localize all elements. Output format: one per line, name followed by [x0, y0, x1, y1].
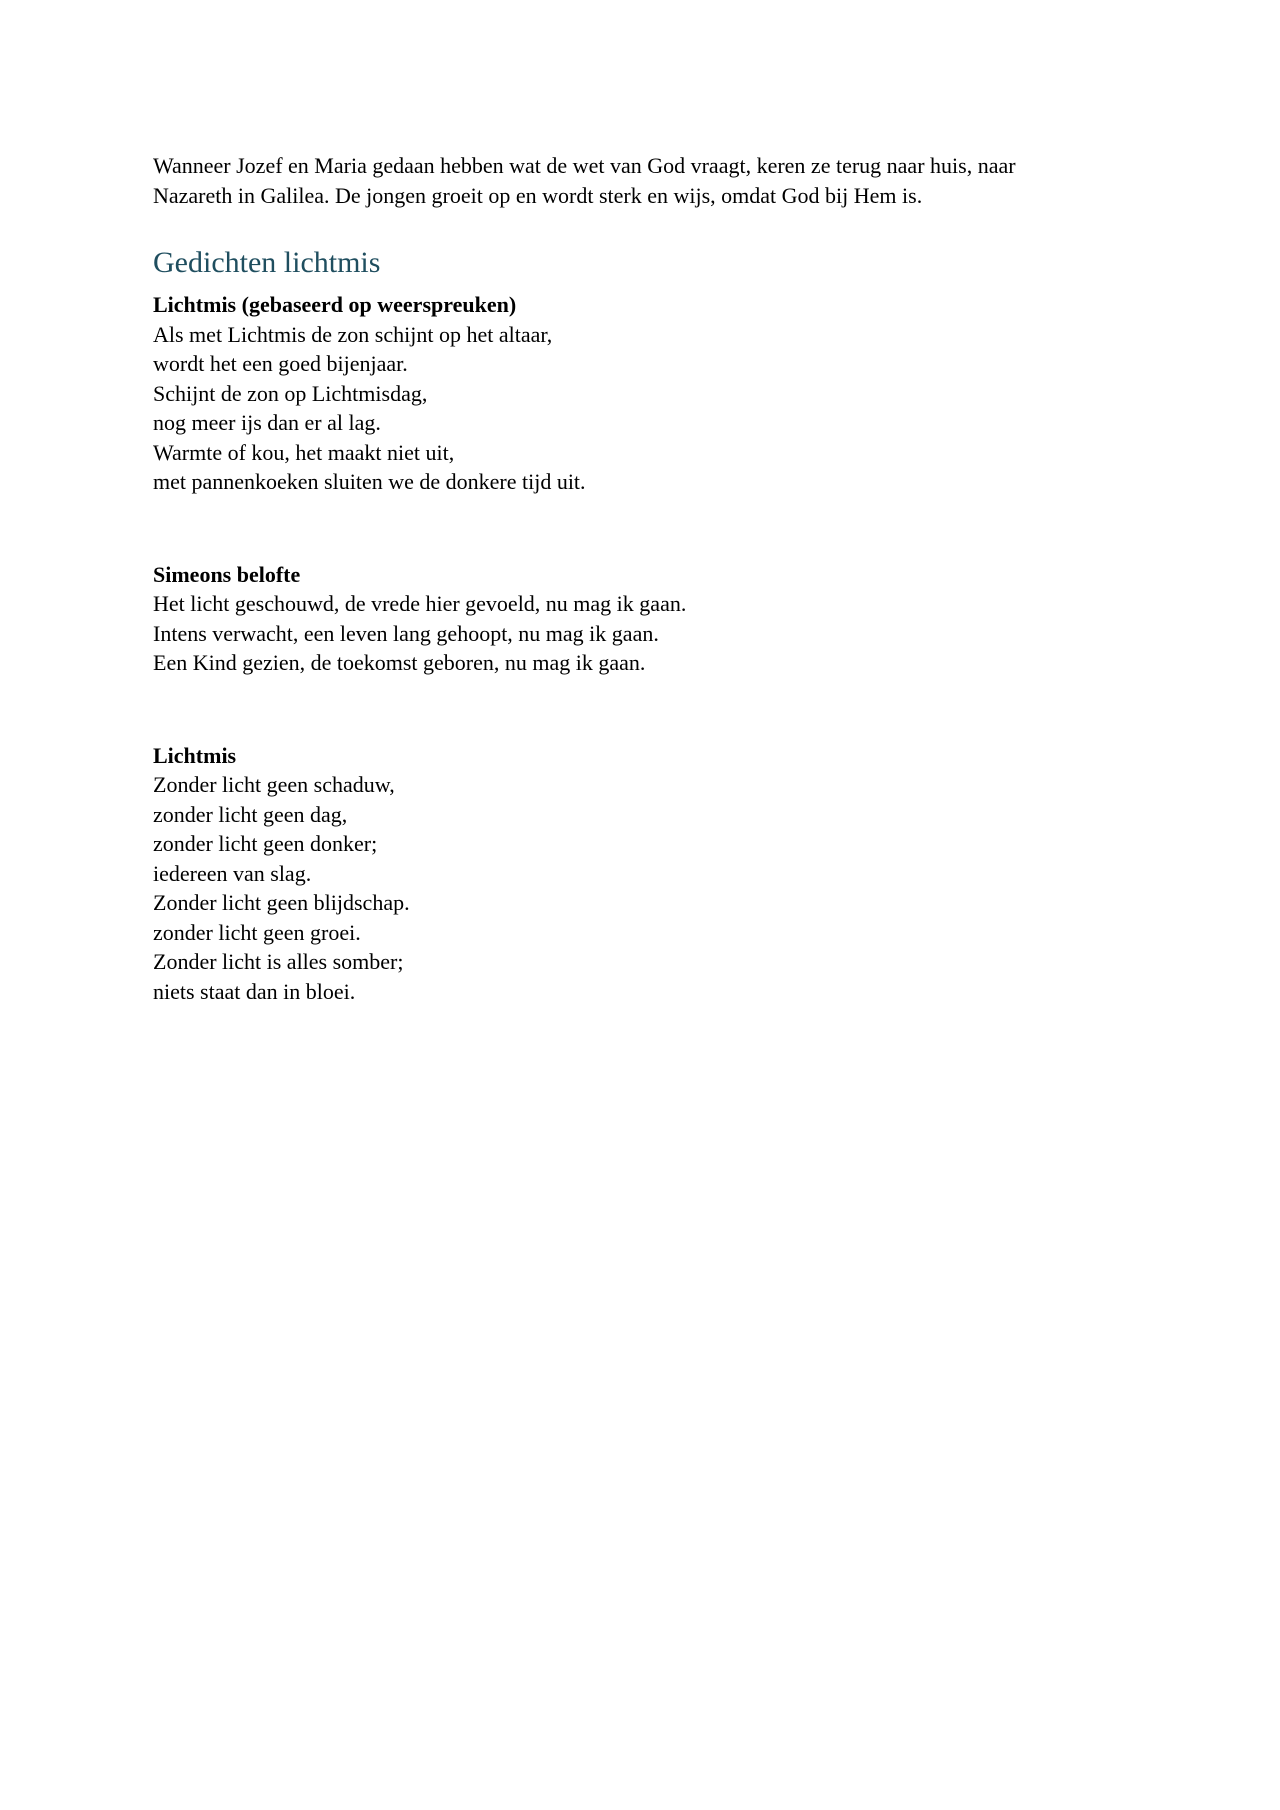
intro-line: Nazareth in Galilea. De jongen groeit op en wordt sterk en wijs, omdat God bij Hem is.: [153, 182, 923, 208]
intro-line: Wanneer Jozef en Maria gedaan hebben wat de wet van God vraagt, keren ze terug naar huis, naar: [153, 153, 1016, 178]
poem-title: Lichtmis: [153, 742, 237, 768]
poem-line: Zonder licht geen blijdschap.: [153, 890, 410, 915]
poem-line: Als met Lichtmis de zon schijnt op het altaar,: [153, 321, 553, 347]
intro-paragraph: [153, 151, 1133, 210]
poem-line: zonder licht geen dag,: [153, 801, 348, 827]
poem-line: Warmte of kou, het maakt niet uit,: [153, 439, 455, 465]
poem-simeons-belofte: [153, 560, 1133, 678]
document-content: [153, 151, 1133, 1006]
poem-line: Het licht geschouwd, de vrede hier gevoeld, nu mag ik gaan.: [153, 591, 687, 616]
poem-line: niets staat dan in bloei.: [153, 978, 356, 1004]
poem-line: Intens verwacht, een leven lang gehoopt, nu mag ik gaan.: [153, 620, 659, 646]
poem-line: zonder licht geen donker;: [153, 831, 378, 856]
poem-line: zonder licht geen groei.: [153, 919, 361, 945]
poem-line: wordt het een goed bijenjaar.: [153, 351, 408, 376]
poem-line: Zonder licht is alles somber;: [153, 949, 404, 974]
poem-line: Een Kind gezien, de toekomst geboren, nu mag ik gaan.: [153, 650, 646, 675]
poem-title: Lichtmis (gebaseerd op weerspreuken): [153, 292, 517, 317]
poem-line: met pannenkoeken sluiten we de donkere tijd uit.: [153, 469, 586, 494]
poem-line: Schijnt de zon op Lichtmisdag,: [153, 380, 428, 406]
poem-lichtmis: [153, 741, 1133, 1007]
poem-lichtmis-weerspreuken: [153, 290, 1133, 497]
poem-title: Simeons belofte: [153, 561, 301, 587]
poem-line: nog meer ijs dan er al lag.: [153, 410, 381, 435]
poem-line: iedereen van slag.: [153, 860, 312, 886]
poem-line: Zonder licht geen schaduw,: [153, 772, 395, 797]
section-heading: Gedichten lichtmis: [153, 246, 381, 279]
